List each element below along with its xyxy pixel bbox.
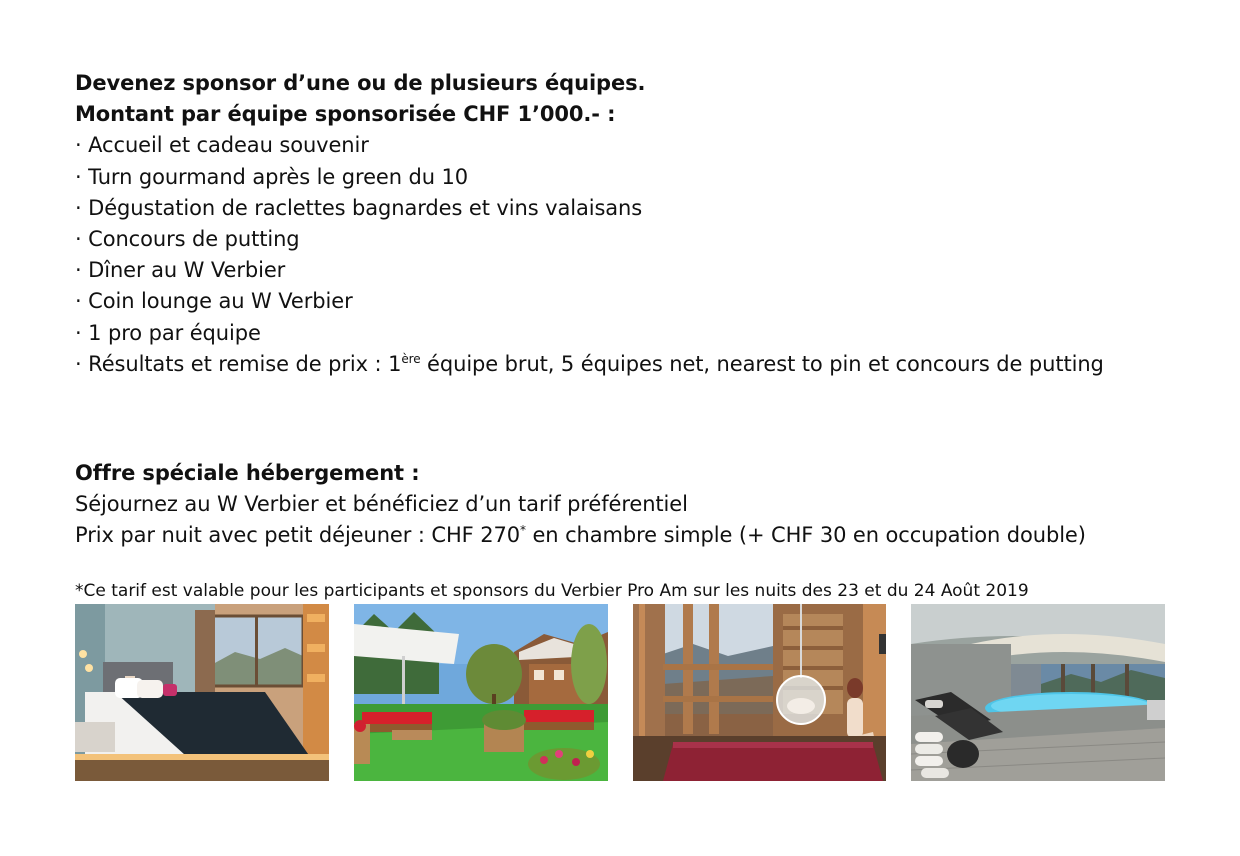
results-superscript: ère xyxy=(401,351,421,366)
pool-photo xyxy=(911,604,1165,781)
offer-heading: Offre spéciale hébergement : xyxy=(75,461,420,485)
sponsor-item: · Coin lounge au W Verbier xyxy=(75,289,353,314)
offer-section xyxy=(75,458,1086,552)
price-asterisk: * xyxy=(520,523,526,538)
sponsor-amount-heading: Montant par équipe sponsorisée CHF 1’000.- : xyxy=(75,102,616,127)
sponsor-item: · 1 pro par équipe xyxy=(75,320,261,345)
results-text: · Résultats et remise de prix : 1 xyxy=(75,351,402,376)
offer-footnote: *Ce tarif est valable pour les participants et sponsors du Verbier Pro Am sur les nuits des 23 et du 24 Août 2019 xyxy=(75,581,1029,601)
sponsor-item-results xyxy=(75,349,1104,380)
sponsor-item: · Accueil et cadeau souvenir xyxy=(75,133,369,158)
sponsor-item: · Concours de putting xyxy=(75,227,300,252)
terrace-photo xyxy=(354,604,608,781)
sponsor-item: · Dîner au W Verbier xyxy=(75,258,286,283)
sponsor-item: · Turn gourmand après le green du 10 xyxy=(75,164,469,189)
price-text-end: en chambre simple (+ CHF 30 en occupation double) xyxy=(525,523,1086,548)
sponsor-heading: Devenez sponsor d’une ou de plusieurs équipes. xyxy=(75,71,646,95)
results-text-end: équipe brut, 5 équipes net, nearest to pin et concours de putting xyxy=(420,351,1104,376)
offer-price xyxy=(75,520,1086,551)
offer-description: Séjournez au W Verbier et bénéficiez d’un tarif préférentiel xyxy=(75,492,688,517)
lounge-photo xyxy=(633,604,886,781)
price-text: Prix par nuit avec petit déjeuner : CHF 270 xyxy=(75,523,520,548)
sponsor-item: · Dégustation de raclettes bagnardes et vins valaisans xyxy=(75,195,643,220)
sponsor-section xyxy=(75,68,1104,380)
bedroom-photo xyxy=(75,604,329,781)
